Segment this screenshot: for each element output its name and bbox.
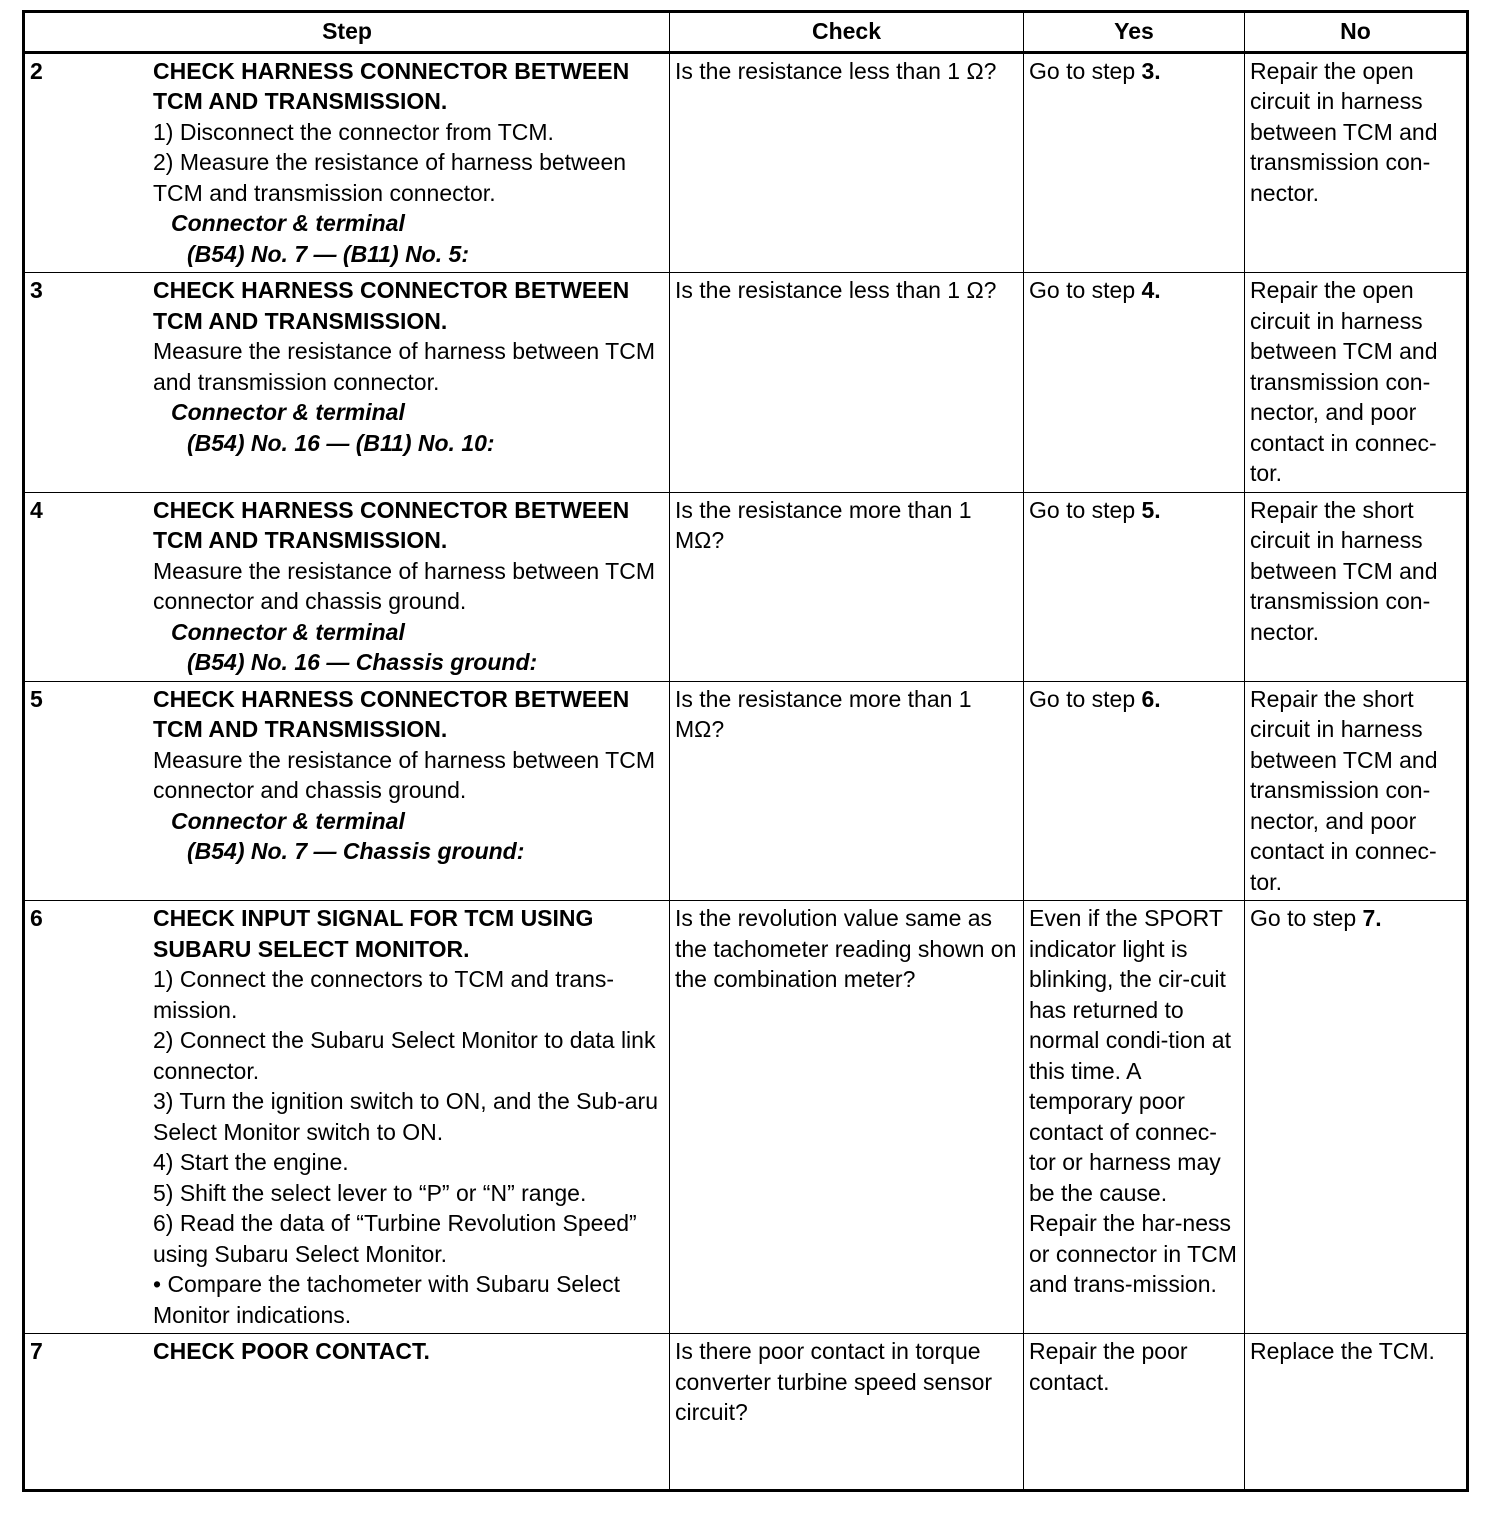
table-row — [24, 52, 1468, 273]
header-yes: Yes — [1024, 12, 1245, 53]
table-row — [24, 492, 1468, 681]
connector-terminal-label: Connector & terminal — [171, 399, 405, 425]
connector-terminal-label: Connector & terminal — [171, 807, 405, 834]
step-instruction: 1) Disconnect the connector from TCM. — [153, 118, 554, 145]
yes-text: Go to step — [1029, 277, 1142, 303]
step-heading: CHECK HARNESS CONNECTOR BETWEEN TCM AND TRANSMISSION. — [153, 685, 630, 742]
check-cell: Is the resistance less than 1 Ω? — [670, 273, 1024, 493]
step-instruction: 2) Connect the Subaru Select Monitor to data link connector. — [153, 1027, 656, 1084]
yes-text: Go to step — [1029, 496, 1142, 523]
table-row — [24, 901, 1468, 1334]
step-instruction: 6) Read the data of “Turbine Revolution Speed” using Subaru Select Monitor. — [153, 1210, 637, 1267]
check-cell: Is there poor contact in torque converter turbine speed sensor circuit? — [670, 1334, 1024, 1491]
step-cell — [24, 681, 670, 901]
no-cell: Repair the open circuit in harness between TCM and transmission con-nector, and poor contact in connec-tor. — [1245, 273, 1468, 493]
step-heading: CHECK INPUT SIGNAL FOR TCM USING SUBARU SELECT MONITOR. — [153, 905, 594, 962]
yes-cell — [1024, 52, 1245, 273]
step-number: 6 — [30, 905, 43, 931]
check-cell: Is the resistance more than 1 MΩ? — [670, 681, 1024, 901]
check-cell: Is the resistance more than 1 MΩ? — [670, 492, 1024, 681]
step-number: 7 — [30, 1338, 43, 1364]
no-cell: Repair the short circuit in harness between TCM and transmission con-nector, and poor contact in connec-tor. — [1245, 681, 1468, 901]
table-row — [24, 1334, 1468, 1491]
yes-cell — [1024, 273, 1245, 493]
yes-cell: Repair the poor contact. — [1024, 1334, 1245, 1491]
connector-terminal-label: Connector & terminal — [171, 210, 405, 236]
step-cell — [24, 492, 670, 681]
diagnostic-procedure-page — [22, 10, 1466, 1492]
table-header-row — [24, 12, 1468, 53]
step-heading: CHECK HARNESS CONNECTOR BETWEEN TCM AND TRANSMISSION. — [153, 57, 630, 114]
step-instruction: 2) Measure the resistance of harness between TCM and transmission connector. — [153, 149, 627, 206]
step-instruction: Measure the resistance of harness between TCM connector and chassis ground. — [153, 557, 655, 614]
step-heading: CHECK HARNESS CONNECTOR BETWEEN TCM AND TRANSMISSION. — [153, 496, 630, 553]
yes-text: Go to step — [1029, 57, 1142, 84]
step-instruction: 4) Start the engine. — [153, 1149, 349, 1175]
step-instruction: Measure the resistance of harness between TCM connector and chassis ground. — [153, 746, 655, 803]
no-step-ref: 7. — [1362, 905, 1382, 931]
no-cell: Repair the open circuit in harness between TCM and transmission con-nector. — [1245, 52, 1468, 273]
step-cell — [24, 52, 670, 273]
table-row — [24, 273, 1468, 493]
no-cell: Repair the short circuit in harness between TCM and transmission con-nector. — [1245, 492, 1468, 681]
no-text: Go to step — [1250, 905, 1363, 931]
connector-terminal-value: (B54) No. 16 — (B11) No. 10: — [187, 429, 495, 456]
connector-terminal-value: (B54) No. 7 — Chassis ground: — [187, 838, 525, 864]
step-number: 5 — [30, 685, 43, 712]
yes-cell: Even if the SPORT indicator light is blinking, the cir-cuit has returned to normal condi-tion at this time. A temporary poor contact of connec-tor or harness may be the cause. Repair the har-ness or connector in TCM and trans-mission. — [1024, 901, 1245, 1334]
step-instruction: 5) Shift the select lever to “P” or “N” range. — [153, 1179, 587, 1206]
step-number: 2 — [30, 57, 43, 84]
step-instruction: • Compare the tachometer with Subaru Select Monitor indications. — [153, 1271, 621, 1328]
yes-step-ref: 3. — [1141, 57, 1161, 84]
yes-text: Go to step — [1029, 685, 1142, 712]
diagnostic-table — [22, 10, 1469, 1492]
yes-step-ref: 4. — [1141, 277, 1161, 303]
step-cell — [24, 901, 670, 1334]
yes-step-ref: 6. — [1141, 685, 1161, 712]
step-heading: CHECK HARNESS CONNECTOR BETWEEN TCM AND TRANSMISSION. — [153, 277, 630, 334]
header-no: No — [1245, 12, 1468, 53]
yes-cell — [1024, 681, 1245, 901]
connector-terminal-value: (B54) No. 16 — Chassis ground: — [187, 649, 538, 675]
no-cell: Replace the TCM. — [1245, 1334, 1468, 1491]
connector-terminal-label: Connector & terminal — [171, 618, 405, 645]
yes-step-ref: 5. — [1141, 496, 1161, 523]
table-row — [24, 681, 1468, 901]
check-cell: Is the resistance less than 1 Ω? — [670, 52, 1024, 273]
step-heading: CHECK POOR CONTACT. — [153, 1338, 430, 1364]
yes-cell — [1024, 492, 1245, 681]
connector-terminal-value: (B54) No. 7 — (B11) No. 5: — [187, 240, 469, 267]
step-cell — [24, 1334, 670, 1491]
no-cell — [1245, 901, 1468, 1334]
step-instruction: Measure the resistance of harness between TCM and transmission connector. — [153, 338, 655, 395]
check-cell: Is the revolution value same as the tachometer reading shown on the combination meter? — [670, 901, 1024, 1334]
step-cell — [24, 273, 670, 493]
step-instruction: 1) Connect the connectors to TCM and trans-mission. — [153, 966, 615, 1023]
header-check: Check — [670, 12, 1024, 53]
step-instruction: 3) Turn the ignition switch to ON, and the Sub-aru Select Monitor switch to ON. — [153, 1088, 658, 1145]
header-step: Step — [24, 12, 670, 53]
step-number: 3 — [30, 277, 43, 303]
step-number: 4 — [30, 496, 43, 523]
